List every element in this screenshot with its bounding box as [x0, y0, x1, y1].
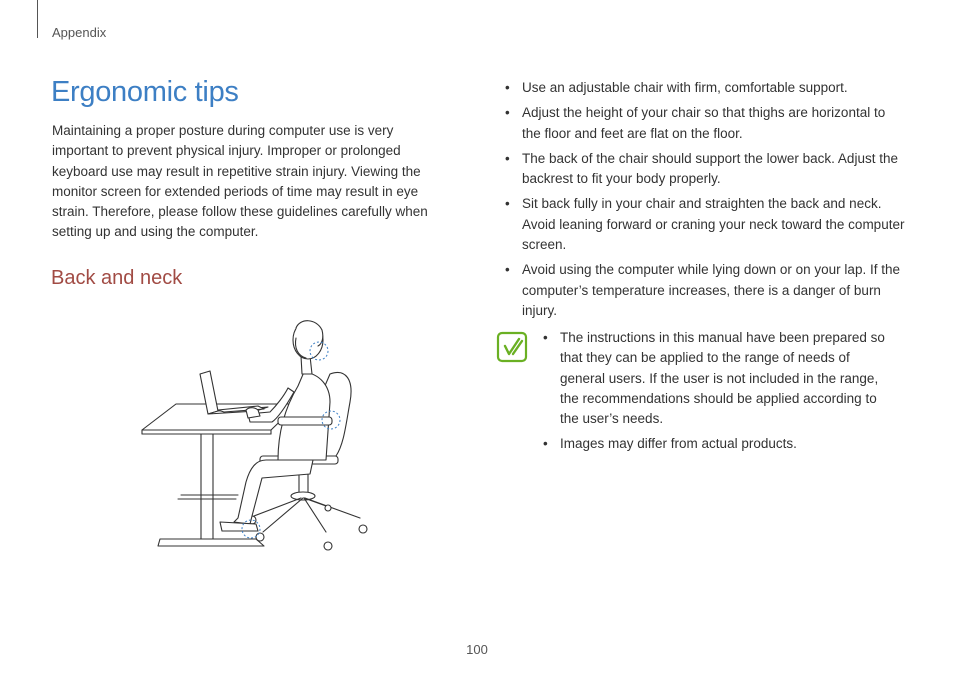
list-item: • Use an adjustable chair with firm, comfortable support.: [505, 80, 848, 95]
section-label: Appendix: [52, 25, 107, 40]
subheading-back-and-neck: Back and neck: [51, 267, 183, 289]
list-item: • Adjust the height of your chair so that thighs are horizontal to the floor and feet are flat on the floor.: [505, 105, 886, 141]
note-item: • Images may differ from actual products.: [543, 436, 797, 452]
page-title: Ergonomic tips: [51, 76, 239, 108]
note-item: • The instructions in this manual have been prepared so that they can be applied to the range of needs of general users. If the user is not included in the range, the recommendations should be applied according to the user’s needs.: [543, 330, 885, 427]
posture-illustration: [138, 310, 373, 555]
header-rule: [37, 0, 38, 38]
note-list: [543, 328, 898, 460]
list-item: • Avoid using the computer while lying down or on your lap. If the computer’s temperature increases, there is a danger of burn injury.: [505, 262, 900, 318]
page-number: 100: [466, 642, 488, 657]
intro-paragraph: Maintaining a proper posture during computer use is very important to prevent physical injury. Improper or prolonged keyboard use may result in repetitive strain injury. Viewing the monitor screen for extended periods of time may result in eye strain. Therefore, please follow these guidelines carefully when setting up and using the computer.: [52, 123, 428, 240]
list-item: • Sit back fully in your chair and straighten the back and neck. Avoid leaning forward or craning your neck toward the computer screen.: [505, 196, 905, 253]
tips-list: [505, 78, 905, 326]
list-item: • The back of the chair should support the lower back. Adjust the backrest to fit your body properly.: [505, 150, 898, 187]
note-pencil-icon: [496, 331, 528, 363]
